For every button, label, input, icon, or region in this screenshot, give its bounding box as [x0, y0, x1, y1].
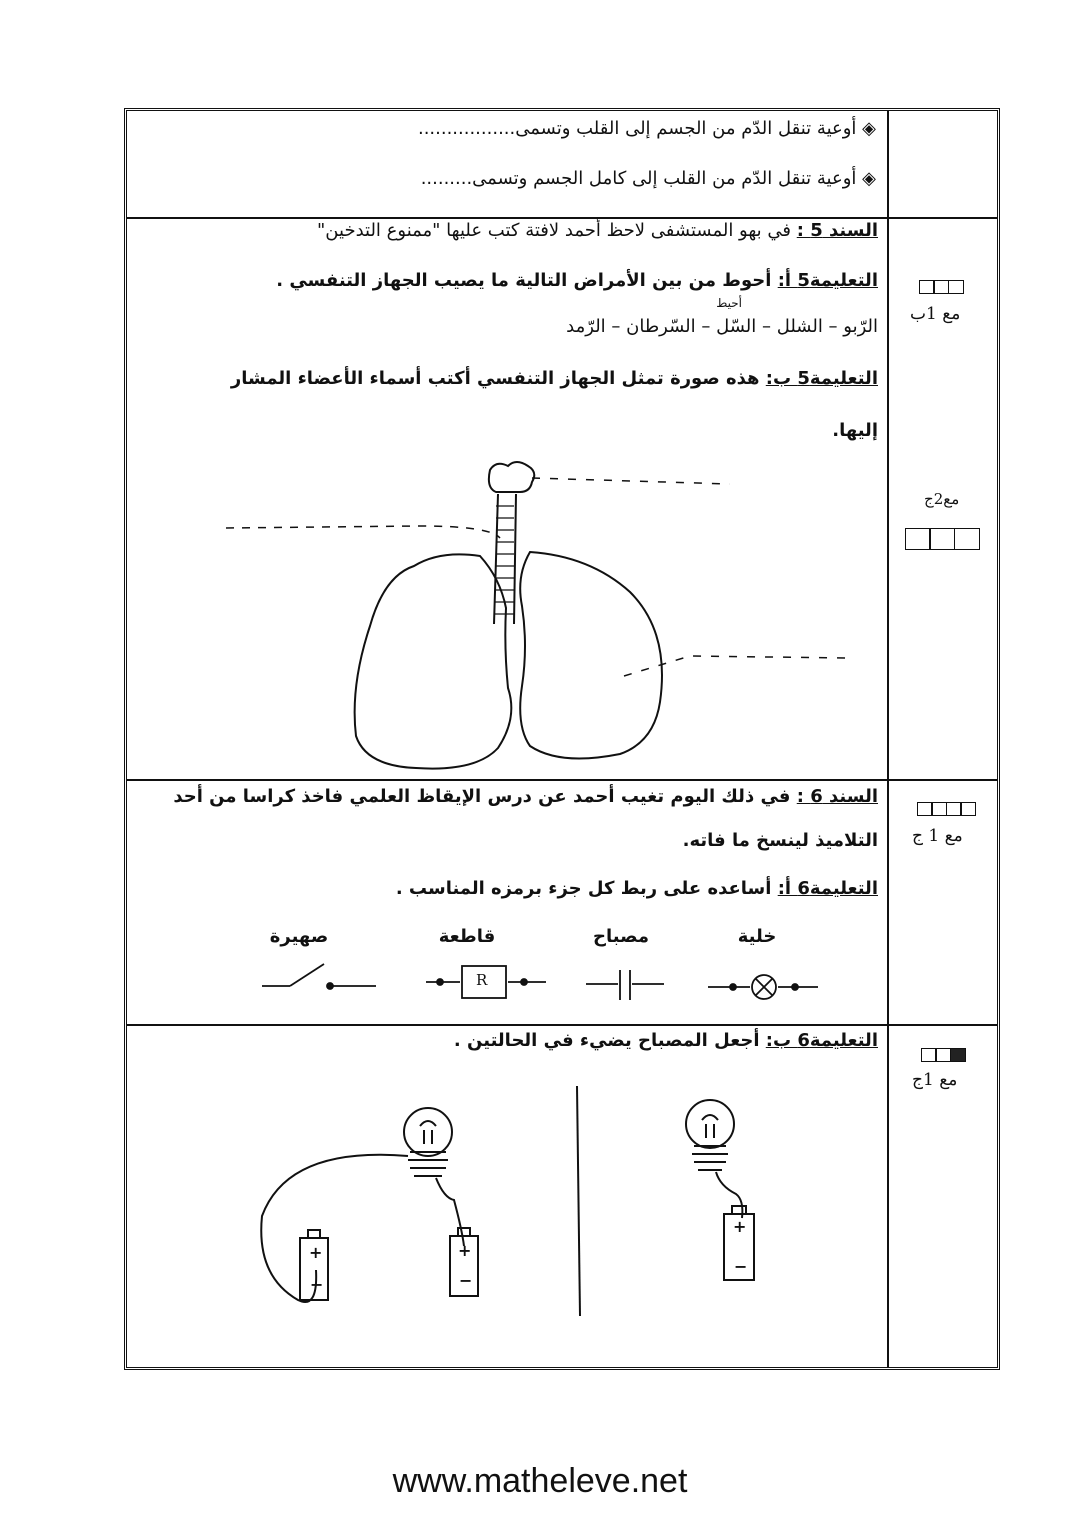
- plus-sign: +: [458, 1241, 472, 1260]
- instruction-5a-text: أحوط من بين الأمراض التالية ما يصيب الجهاز التنفسي .: [276, 270, 772, 291]
- blood-vessels-line-1: ◈ أوعية تنقل الدّم من الجسم إلى القلب وتسمى.................: [417, 118, 876, 139]
- sanad6-text: في ذلك اليوم تغيب أحمد عن درس الإيقاظ العلمي فاخذ كراسا من أحد: [173, 786, 791, 807]
- label-cell: خلية: [737, 926, 777, 947]
- footer-url[interactable]: www.matheleve.net: [392, 1462, 688, 1500]
- circuit-one-battery: [686, 1100, 754, 1280]
- separator-line: [577, 1086, 580, 1316]
- label-fuse: صهيرة: [269, 926, 329, 947]
- instruction-5b-label: التعليمة5 ب:: [765, 368, 878, 389]
- instruction-5b-text: هذه صورة تمثل الجهاز التنفسي أكتب أسماء الأعضاء المشار: [230, 368, 760, 389]
- instruction-5b-cont: إليها.: [832, 420, 878, 441]
- minus-sign: −: [310, 1275, 324, 1294]
- minus-sign: −: [459, 1271, 473, 1290]
- label-switch: قاطعة: [438, 926, 496, 947]
- instruction-6a-label: التعليمة6 أ:: [777, 878, 878, 899]
- instruction-6b-text: أجعل المصباح يضيء في الحالتين .: [453, 1030, 760, 1051]
- sanad6-label: السند 6 :: [796, 786, 878, 807]
- label-lamp: مصباح: [593, 926, 649, 947]
- instruction-5a-label: التعليمة5 أ:: [777, 270, 878, 291]
- sanad6-cont: التلاميذ لينسخ ما فاته.: [682, 830, 878, 851]
- criterion-mark-5a: مع 1ب: [910, 304, 961, 324]
- blood-vessels-line-2: ◈ أوعية تنقل الدّم من القلب إلى كامل الجسم وتسمى.........: [420, 168, 876, 189]
- instruction-6a-text: أساعده على ربط كل جزء برمزه المناسب .: [395, 878, 772, 899]
- instruction-6b-label: التعليمة6 ب:: [765, 1030, 878, 1051]
- circuit-two-batteries: [261, 1108, 478, 1302]
- sanad5-text: في بهو المستشفى لاحظ أحمد لافتة كتب عليها "ممنوع التدخين": [317, 220, 791, 241]
- criterion-mark-5b: مع2ج: [924, 490, 960, 508]
- disease-list: الرّبو – الشلل – السّل – السّرطان – الرّمد: [566, 316, 878, 337]
- minus-sign: −: [734, 1257, 748, 1276]
- resistor-letter: R: [476, 971, 488, 989]
- plus-sign: +: [733, 1217, 747, 1236]
- criterion-mark-6a: مع 1 ج: [912, 826, 963, 846]
- handwritten-correction: أحيط: [716, 296, 742, 310]
- sanad5-label: السند 5 :: [796, 220, 878, 241]
- plus-sign: +: [309, 1243, 323, 1262]
- bulb-icon: [686, 1100, 734, 1148]
- bulb-icon: [404, 1108, 452, 1156]
- criterion-mark-6b: مع 1ج: [912, 1070, 958, 1090]
